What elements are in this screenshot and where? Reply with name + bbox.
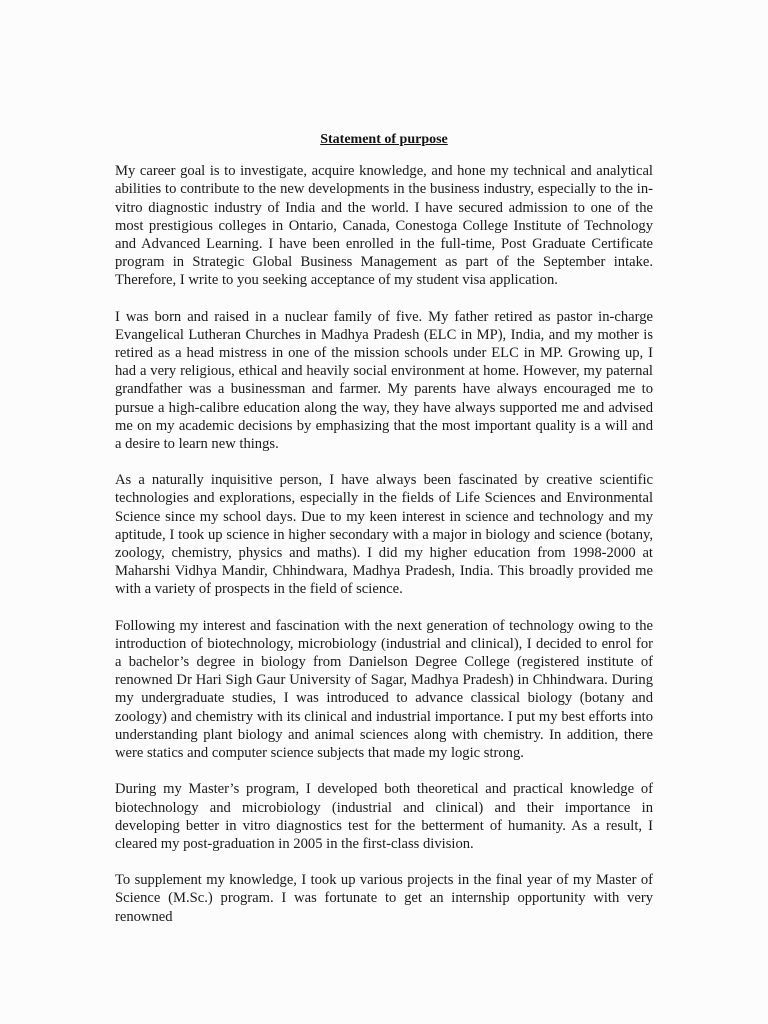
- paragraph-projects: To supplement my knowledge, I took up various projects in the final year of my Master of Science (M.Sc.) program. I was fortunate to get an internship opportunity with very renowned: [115, 872, 653, 925]
- paragraph-career-goal: My career goal is to investigate, acquire knowledge, and hone my technical and analytical abilities to contribute to the new developments in the business industry, especially to the in-vitro diagnostic industry of India and the world. I have secured admission to one of the most prestigious colleges in Ontario, Canada, Conestoga College Institute of Technology and Advanced Learning. I have been enrolled in the full-time, Post Graduate Certificate program in Strategic Global Business Management as part of the September intake. Therefore, I write to you seeking acceptance of my student visa application.: [115, 163, 653, 289]
- document-title: Statement of purpose: [320, 132, 448, 147]
- paragraph-science-interest: As a naturally inquisitive person, I have always been fascinated by creative scientific technologies and explorations, especially in the fields of Life Sciences and Environmental Science since my school days. Due to my keen interest in science and technology and my aptitude, I took up science in higher secondary with a major in biology and science (botany, zoology, chemistry, physics and maths). I did my higher education from 1998-2000 at Maharshi Vidhya Mandir, Chhindwara, Madhya Pradesh, India. This broadly provided me with a variety of prospects in the field of science.: [115, 472, 653, 598]
- paragraph-masters-program: During my Master’s program, I developed both theoretical and practical knowledge of biotechnology and microbiology (industrial and clinical) and their importance in developing better in vitro diagnostics test for the betterment of humanity. As a result, I cleared my post-graduation in 2005 in the first-class division.: [115, 781, 653, 852]
- document-body: [115, 131, 653, 944]
- paragraph-family-background: I was born and raised in a nuclear family of five. My father retired as pastor in-charge Evangelical Lutheran Churches in Madhya Pradesh (ELC in MP), India, and my mother is retired as a head mistress in one of the mission schools under ELC in MP. Growing up, I had a very religious, ethical and heavily social environment at home. However, my paternal grandfather was a businessman and farmer. My parents have always encouraged me to pursue a high-calibre education along the way, they have always supported me and advised me on my academic decisions by emphasizing that the most important quality is a will and a desire to learn new things.: [115, 308, 653, 453]
- paragraph-bachelors-degree: Following my interest and fascination with the next generation of technology owing to the introduction of biotechnology, microbiology (industrial and clinical), I decided to enrol for a bachelor’s degree in biology from Danielson Degree College (registered institute of renowned Dr Hari Sigh Gaur University of Sagar, Madhya Pradesh) in Chhindwara. During my undergraduate studies, I was introduced to advance classical biology (botany and zoology) and chemistry with its clinical and industrial importance. I put my best efforts into understanding plant biology and animal sciences along with chemistry. In addition, there were statics and computer science subjects that made my logic strong.: [115, 617, 653, 762]
